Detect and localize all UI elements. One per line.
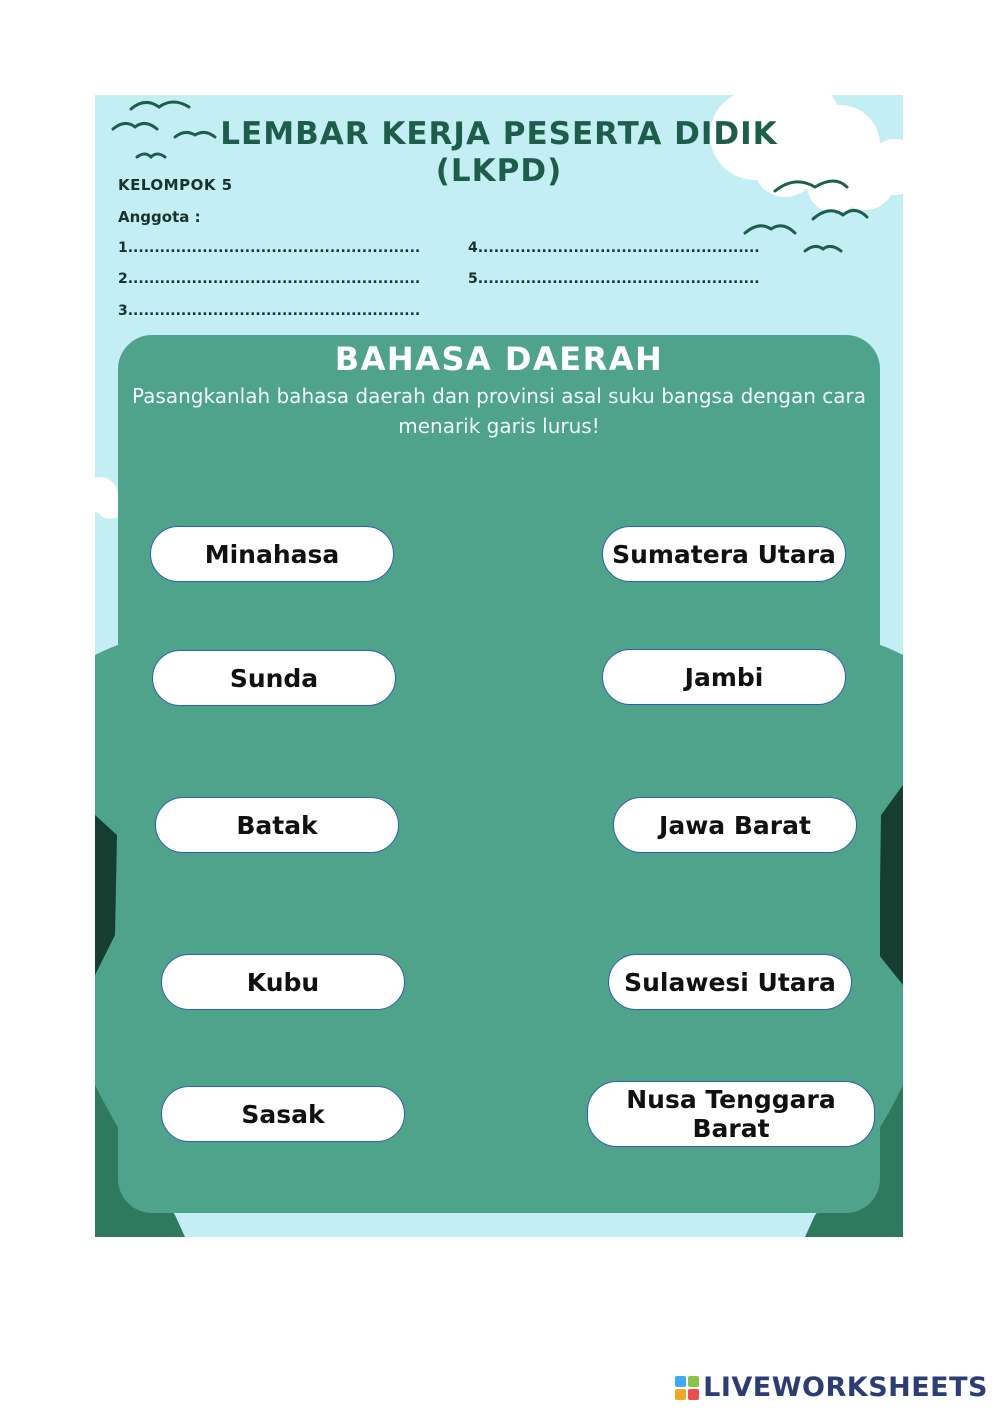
language-option-kubu[interactable]: Kubu: [161, 954, 405, 1010]
province-option-jawa-barat[interactable]: Jawa Barat: [613, 797, 857, 853]
language-option-batak[interactable]: Batak: [155, 797, 399, 853]
liveworksheets-brand[interactable]: [675, 1372, 988, 1403]
language-option-sasak[interactable]: Sasak: [161, 1086, 405, 1142]
member-line-5[interactable]: 5.....................................................: [468, 271, 760, 287]
member-line-4[interactable]: 4.....................................................: [468, 240, 760, 256]
province-option-sumatera-utara[interactable]: Sumatera Utara: [602, 526, 846, 582]
language-option-minahasa[interactable]: Minahasa: [150, 526, 394, 582]
brand-name: LIVEWORKSHEETS: [703, 1372, 988, 1403]
activity-title: BAHASA DAERAH: [334, 340, 664, 378]
title-line-1: LEMBAR KERJA PESERTA DIDIK: [220, 116, 778, 152]
title-line-2: (LKPD): [435, 153, 563, 189]
member-line-2[interactable]: 2.......................................................: [118, 271, 421, 287]
members-label: Anggota :: [118, 208, 201, 226]
province-option-jambi[interactable]: Jambi: [602, 649, 846, 705]
province-option-sulawesi-utara[interactable]: Sulawesi Utara: [608, 954, 852, 1010]
language-option-sunda[interactable]: Sunda: [152, 650, 396, 706]
group-label: KELOMPOK 5: [118, 176, 233, 194]
province-option-nusa-tenggara-barat[interactable]: Nusa Tenggara Barat: [587, 1081, 875, 1147]
member-line-1[interactable]: 1.......................................................: [118, 240, 421, 256]
activity-instructions: Pasangkanlah bahasa daerah dan provinsi asal suku bangsa dengan cara menarik garis lurus!: [132, 384, 866, 438]
liveworksheets-logo-icon: [675, 1376, 699, 1400]
member-line-3[interactable]: 3.......................................................: [118, 303, 421, 319]
